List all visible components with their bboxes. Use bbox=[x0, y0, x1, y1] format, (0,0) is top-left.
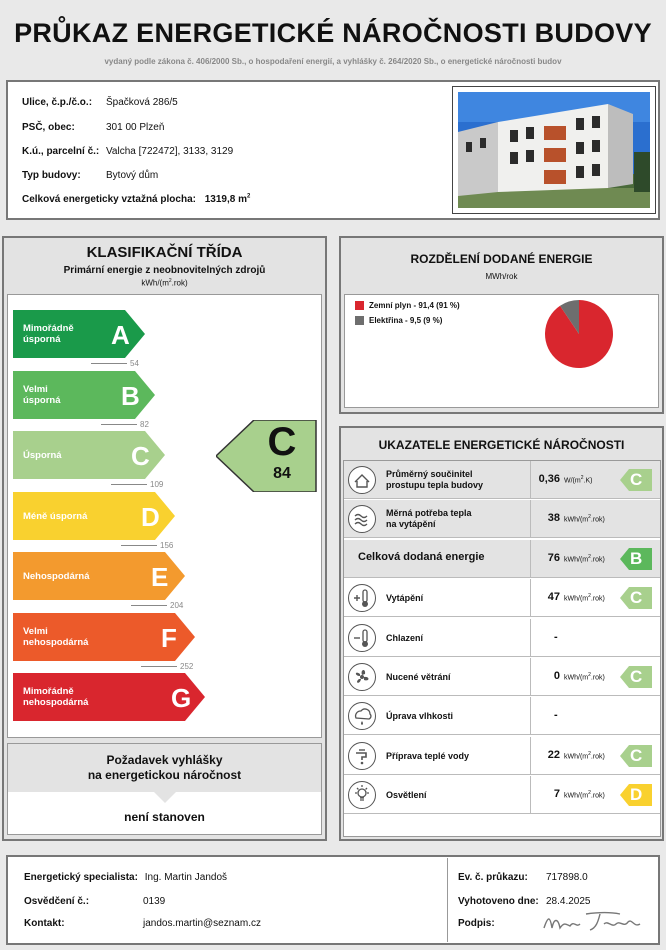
class-name: Velmi úsporná bbox=[23, 383, 61, 406]
class-name: Velmi nehospodárná bbox=[23, 625, 89, 648]
class-bar-e bbox=[13, 552, 187, 600]
ku-row: K.ú., parcelní č.: Valcha [722472], 3133, 3129 bbox=[22, 146, 234, 157]
class-bar-b bbox=[13, 371, 157, 419]
indicator-unit: kWh/$(m^2.rok)$ bbox=[564, 750, 605, 761]
indicator-value: - bbox=[554, 630, 558, 643]
indicator-value: 76 bbox=[547, 551, 560, 564]
indicator-label: Celková dodaná energie bbox=[358, 550, 485, 563]
requirement-box bbox=[7, 743, 322, 835]
class-name: Mimořádně úsporná bbox=[23, 323, 74, 345]
classification-subtitle: Primární energie z neobnovitelných zdrojů bbox=[63, 265, 266, 276]
heat-waves-icon bbox=[348, 505, 376, 533]
contact-row: Kontakt: bbox=[24, 918, 65, 929]
requirement-title: Požadavek vyhlášky na energetickou náročnost bbox=[87, 753, 242, 782]
area-row: Celková energeticky vztažná plocha: 1319,8 $m^2$ bbox=[22, 194, 251, 206]
lightbulb-icon bbox=[348, 781, 376, 809]
classification-unit: kWh/$(m^2.rok)$ bbox=[141, 278, 188, 288]
indicator-unit: kWh/$(m^2.rok)$ bbox=[564, 553, 605, 564]
indicator-label: Průměrný součinitel prostupu tepla budovy bbox=[386, 469, 484, 490]
indicator-row bbox=[344, 461, 660, 499]
issued-value: 28.4.2025 bbox=[546, 896, 591, 907]
class-name: Méně úsporná bbox=[23, 510, 88, 522]
thermometer-minus-icon bbox=[348, 624, 376, 652]
indicator-unit: kWh/$(m^2.rok)$ bbox=[564, 790, 605, 800]
indicator-row bbox=[344, 658, 660, 696]
legend-swatch bbox=[355, 301, 364, 310]
building-photo-frame bbox=[452, 86, 656, 214]
ev-value: 717898.0 bbox=[546, 872, 588, 883]
indicator-class-badge: C bbox=[620, 469, 652, 491]
street-row: Ulice, č.p./č.o.: Špačková 286/5 bbox=[22, 97, 178, 108]
indicator-row bbox=[344, 737, 660, 775]
threshold-label: 54 bbox=[91, 359, 139, 368]
class-letter: G bbox=[171, 683, 192, 713]
threshold-label: 109 bbox=[111, 480, 163, 489]
legend-swatch bbox=[355, 316, 364, 325]
distribution-unit: MWh/rok bbox=[485, 272, 518, 281]
class-letter: A bbox=[111, 320, 130, 350]
signature bbox=[540, 906, 650, 936]
indicator-unit: $W/(m^2.K)$ bbox=[564, 475, 593, 485]
class-bar-d bbox=[13, 492, 177, 540]
page-subtitle: vydaný podle zákona č. 406/2000 Sb., o hospodaření energií, a vyhlášky č. 264/2020 Sb., o energetické náročnosti budov bbox=[104, 57, 562, 66]
psc-value: 301 00 Plzeň bbox=[106, 122, 165, 133]
class-name: Mimořádně nehospodárná bbox=[23, 686, 89, 708]
class-letter: F bbox=[161, 622, 177, 653]
legend-item: Elektřina - 9,5 (9 %) bbox=[355, 316, 442, 325]
result-value: 84 bbox=[273, 465, 291, 482]
threshold-label: 204 bbox=[131, 601, 183, 610]
indicator-value: - bbox=[554, 709, 558, 722]
thermometer-plus-icon bbox=[348, 584, 376, 612]
threshold-label: 156 bbox=[121, 541, 173, 550]
indicator-value: 22 bbox=[547, 748, 560, 761]
house-icon bbox=[348, 466, 376, 494]
class-bar-g bbox=[13, 673, 207, 721]
indicator-unit: kWh/$(m^2.rok)$ bbox=[564, 672, 605, 682]
classification-title: KLASIFIKAČNÍ TŘÍDA bbox=[86, 244, 243, 261]
building-photo bbox=[458, 92, 650, 208]
indicator-label: Osvětlení bbox=[386, 790, 427, 801]
specialist-value: Ing. Martin Jandoš bbox=[144, 872, 227, 883]
class-letter: D bbox=[141, 501, 160, 532]
specialist-row: Energetický specialista: Ing. Martin Jandoš bbox=[24, 872, 227, 883]
indicator-label: Měrná potřeba tepla na vytápění bbox=[386, 508, 472, 530]
legend-item: Zemní plyn - 91,4 (91 %) bbox=[355, 301, 460, 310]
indicator-class-badge: D bbox=[620, 784, 652, 806]
class-letter: E bbox=[151, 562, 169, 592]
class-bar-c bbox=[13, 431, 167, 479]
indicator-label: Nucené větrání bbox=[386, 672, 451, 682]
distribution-pie-chart bbox=[540, 298, 618, 370]
contact-value: jandos.martin@seznam.cz bbox=[143, 918, 261, 929]
indicator-label: Chlazení bbox=[386, 632, 424, 643]
type-value: Bytový dům bbox=[106, 170, 159, 181]
humidity-icon bbox=[348, 702, 376, 730]
footer-divider bbox=[447, 858, 448, 942]
distribution-title: ROZDĚLENÍ DODANÉ ENERGIE bbox=[410, 252, 593, 266]
indicator-unit: kWh/$(m^2.rok)$ bbox=[564, 514, 605, 524]
class-bar-f bbox=[13, 613, 197, 661]
indicator-row bbox=[344, 579, 660, 617]
indicator-value: 0,36 bbox=[538, 473, 560, 485]
threshold-label: 82 bbox=[101, 420, 149, 429]
requirement-value: není stanoven bbox=[124, 810, 205, 824]
water-tap-icon bbox=[348, 742, 376, 770]
class-bar-a bbox=[13, 310, 147, 358]
indicator-row bbox=[344, 540, 660, 578]
indicator-class-badge: B bbox=[620, 548, 652, 570]
threshold-label: 252 bbox=[141, 662, 193, 671]
issued-row: Vyhotoveno dne: bbox=[458, 896, 539, 907]
ev-row: Ev. č. průkazu: bbox=[458, 872, 528, 883]
fan-icon bbox=[348, 663, 376, 691]
indicator-row bbox=[344, 500, 660, 538]
indicator-class-badge: C bbox=[620, 666, 652, 688]
indicator-label: Příprava teplé vody bbox=[386, 750, 470, 761]
page-title: PRŮKAZ ENERGETICKÉ NÁROČNOSTI BUDOVY bbox=[14, 18, 652, 48]
indicator-value: 7 bbox=[553, 788, 560, 801]
class-letter: B bbox=[121, 380, 140, 411]
indicators-title: UKAZATELE ENERGETICKÉ NÁROČNOSTI bbox=[378, 438, 625, 452]
cert-value: 0139 bbox=[143, 896, 166, 907]
indicator-label: Vytápění bbox=[386, 593, 424, 604]
sign-row: Podpis: bbox=[458, 918, 495, 929]
result-letter: C bbox=[267, 420, 297, 464]
indicator-class-badge: C bbox=[620, 587, 652, 609]
result-arrow bbox=[216, 420, 318, 492]
class-name: Úsporná bbox=[23, 450, 62, 461]
indicator-row bbox=[344, 697, 660, 735]
ku-value: Valcha [722472], 3133, 3129 bbox=[106, 146, 234, 157]
indicator-class-badge: C bbox=[620, 745, 652, 767]
indicator-unit: kWh/$(m^2.rok)$ bbox=[564, 593, 605, 603]
type-row: Typ budovy: Bytový dům bbox=[22, 170, 159, 181]
class-letter: C bbox=[131, 441, 150, 471]
indicator-value: 0 bbox=[553, 670, 560, 682]
psc-row: PSČ, obec: 301 00 Plzeň bbox=[22, 122, 165, 133]
class-name: Nehospodárná bbox=[23, 571, 90, 582]
indicator-row bbox=[344, 619, 660, 657]
area-value: 1319,8 $m^2$ bbox=[204, 194, 251, 206]
indicator-value: 38 bbox=[547, 512, 560, 525]
street-value: Špačková 286/5 bbox=[106, 97, 178, 108]
indicator-row bbox=[344, 776, 660, 814]
indicator-label: Úprava vlhkosti bbox=[386, 711, 454, 722]
cert-row: Osvědčení č.: bbox=[24, 896, 90, 907]
indicator-value: 47 bbox=[547, 591, 560, 604]
